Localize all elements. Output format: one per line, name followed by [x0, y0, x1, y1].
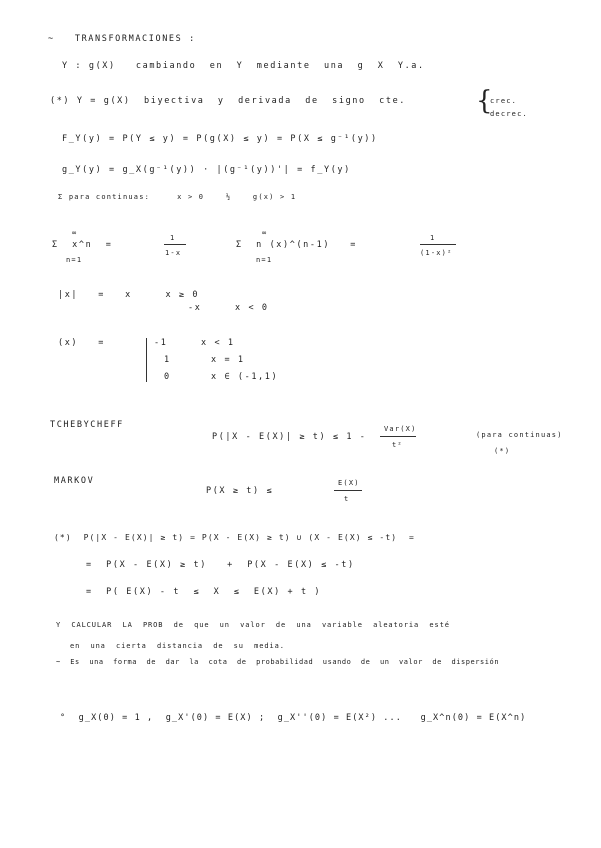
series-2: Σ n (x)^(n-1) = [236, 240, 357, 250]
calc-note-3: ~ Es una forma de dar la cota de probabilidad usando de un valor de dispersión [56, 658, 500, 666]
series-2-num: 1 [430, 234, 436, 242]
tchebycheff-note-marker: (*) [494, 447, 511, 455]
abs-definition-2: -x x < 0 [188, 303, 269, 313]
markov-den: t [344, 495, 350, 503]
tchebycheff-den: t² [392, 441, 403, 449]
definition-line: Y : g(X) cambiando en Y mediante una g X Y.a. [62, 61, 425, 71]
markov-formula: P(X ≥ t) ≤ [206, 486, 274, 496]
derivation-line-1: (*) P(|X - E(X)| ≥ t) = P(X - E(X) ≥ t) ∪ (X - E(X) ≤ -t) = [54, 533, 415, 542]
calc-note-1: Y CALCULAR LA PROB de que un valor de una variable aleatoria esté [56, 621, 450, 629]
brace-icon: { [476, 86, 493, 116]
series-2-sub: n=1 [256, 256, 273, 264]
brace-top-label: crec. [490, 97, 518, 105]
tchebycheff-label: TCHEBYCHEFF [50, 420, 124, 430]
fraction-bar [164, 244, 186, 245]
continuous-note: Σ para continuas: x > 0 ½ g(x) > 1 [58, 193, 297, 201]
series-1-num: 1 [170, 234, 176, 242]
section-title: ~ TRANSFORMACIONES : [48, 34, 196, 44]
series-1-sup: ∞ [72, 229, 78, 237]
series-1-sub: n=1 [66, 256, 83, 264]
fraction-bar [380, 436, 416, 437]
fraction-bar [420, 244, 456, 245]
derivation-line-3: = P( E(X) - t ≤ X ≤ E(X) + t ) [86, 587, 322, 597]
piecewise-label: (x) = [58, 338, 106, 348]
piecewise-case-2: 1 x = 1 [164, 355, 245, 365]
bijective-line: (*) Y = g(X) biyectiva y derivada de signo cte. [50, 96, 407, 106]
density-formula: g_Y(y) = g_X(g⁻¹(y)) · |(g⁻¹(y))'| = f_Y(y) [62, 165, 351, 175]
abs-definition: |x| = x x ≥ 0 [58, 290, 200, 300]
piecewise-bracket [146, 338, 147, 382]
piecewise-case-1: -1 x < 1 [154, 338, 235, 348]
derivation-line-2: = P(X - E(X) ≥ t) + P(X - E(X) ≤ -t) [86, 560, 355, 570]
brace-bottom-label: decrec. [490, 110, 528, 118]
tchebycheff-num: Var(X) [384, 425, 417, 433]
tchebycheff-formula: P(|X - E(X)| ≥ t) ≤ 1 - [212, 432, 367, 442]
calc-note-2: en una cierta distancia de su media. [70, 642, 285, 650]
tchebycheff-note: (para continuas) [476, 431, 563, 439]
fraction-bar [334, 490, 362, 491]
mgf-line: ° g_X(0) = 1 , g_X'(0) = E(X) ; g_X''(0) = E(X²) ... g_X^n(0) = E(X^n) [60, 713, 527, 723]
series-2-sup: ∞ [262, 229, 268, 237]
series-1: Σ x^n = [52, 240, 113, 250]
series-2-den: (1-x)² [420, 249, 453, 257]
markov-label: MARKOV [54, 476, 95, 486]
series-1-den: 1-x [165, 249, 182, 257]
markov-num: E(X) [338, 479, 360, 487]
cdf-formula: F_Y(y) = P(Y ≤ y) = P(g(X) ≤ y) = P(X ≤ g⁻¹(y)) [62, 134, 378, 144]
piecewise-case-3: 0 x ∈ (-1,1) [164, 372, 279, 382]
